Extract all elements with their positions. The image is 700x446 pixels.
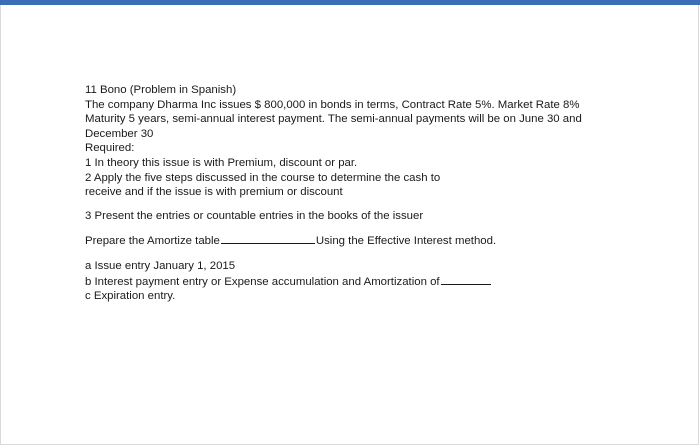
entry-b-line (85, 274, 605, 290)
amortize-table-line (85, 233, 605, 249)
entry-b-blank (441, 274, 491, 285)
requirement-2-line-2: receive and if the issue is with premium or discount (85, 186, 343, 199)
amortize-prefix: Prepare the Amortize table (85, 235, 220, 248)
amortize-blank (221, 233, 315, 244)
problem-statement-line-1: The company Dharma Inc issues $ 800,000 in bonds in terms, Contract Rate 5%. Market Rate 8% (85, 98, 580, 111)
entry-c: c Expiration entry. (85, 290, 176, 303)
amortize-suffix: Using the Effective Interest method. (315, 235, 497, 248)
required-label: Required: (85, 142, 135, 155)
problem-text (85, 83, 605, 304)
problem-title: 11 Bono (Problem in Spanish) (85, 84, 237, 96)
entry-a: a Issue entry January 1, 2015 (85, 259, 236, 272)
problem-statement-line-3: December 30 (85, 127, 154, 140)
requirement-1: 1 In theory this issue is with Premium, discount or par. (85, 156, 358, 169)
problem-statement-line-2: Maturity 5 years, semi-annual interest payment. The semi-annual payments will be on June 30 and (85, 113, 582, 126)
requirement-2-line-1: 2 Apply the five steps discussed in the course to determine the cash to (85, 171, 441, 184)
entry-b: b Interest payment entry or Expense accumulation and Amortization of (85, 275, 440, 288)
requirement-3: 3 Present the entries or countable entries in the books of the issuer (85, 209, 424, 222)
